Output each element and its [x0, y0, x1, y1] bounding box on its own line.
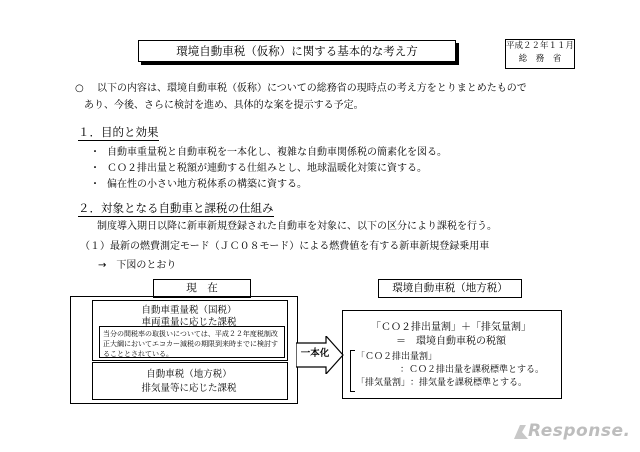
auto-tax-basis: 排気量等に応じた課税: [141, 383, 237, 394]
intro-line-1: 以下の内容は、環境自動車税（仮称）についての総務省の現時点の考え方をとりまとめたもので: [97, 83, 527, 94]
bracket-left: [350, 350, 355, 392]
response-logo: [512, 421, 630, 443]
section-2-body: 制度導入期日以降に新車新規登録された自動車を対象に、以下の区分により課税を行う。: [97, 221, 497, 232]
disp-def-text: ：排気量を課税標準とする。: [410, 378, 528, 388]
section-1-item: ＣＯ２排出量と税額が連動する仕組みとし、地球温暖化対策に資する。: [107, 163, 427, 174]
date-stamp: [505, 39, 575, 69]
bullet-dot: ・: [90, 179, 100, 190]
bullet-dot: ・: [90, 147, 100, 158]
see-diagram-note: → 下図のとおり: [98, 260, 177, 271]
date-line: 平成２２年１１月: [506, 41, 575, 51]
co2-def-name: 「ＣＯ２排出量割」: [356, 352, 438, 362]
section-1-item: 偏在性の小さい地方税体系の構築に資する。: [107, 179, 307, 190]
env-tax-formula-result: ＝ 環境自動車税の税額: [396, 336, 506, 347]
logo-text: Response.: [528, 421, 631, 441]
unify-label: 一本化: [300, 348, 330, 359]
section-2-heading: ２．対象となる自動車と課税の仕組み: [78, 201, 274, 215]
env-tax-formula: 「ＣＯ２排出量割」＋「排気量割」: [371, 322, 531, 333]
ministry-line: 総 務 省: [518, 54, 562, 64]
auto-tax-label: 自動車税（地方税）: [146, 369, 232, 380]
section-1-item: 自動車重量税と自動車税を一本化し、複雑な自動車関係税の簡素化を図る。: [107, 147, 447, 158]
current-label: 現 在: [153, 279, 251, 298]
section-2-item-1: （１）最新の燃費測定モード（ＪＣ０８モード）による燃費値を有する新車新規登録乗用車: [80, 241, 490, 252]
interim-rate-note: 当分の間税率の取扱いについては、平成２２年度税制改正大綱においてエコカー減税の期限到来時までに検討することとされている。: [99, 326, 285, 358]
section-1-heading: １．目的と効果: [78, 125, 159, 139]
co2-def-text: ：ＣＯ２排出量を課税標準とする。: [400, 365, 545, 375]
weight-tax-basis: 車両重量に応じた課税: [141, 317, 237, 328]
disp-def-name: 「排気量割」: [356, 378, 411, 388]
document-title: 環境自動車税（仮称）に関する基本的な考え方: [138, 40, 456, 62]
weight-tax-label: 自動車重量税（国税）: [141, 305, 237, 316]
bullet-dot: ・: [90, 163, 100, 174]
intro-bullet: ○: [75, 83, 84, 94]
env-tax-label: 環境自動車税（地方税）: [378, 279, 522, 298]
intro-line-2: あり、今後、さらに検討を進め、具体的な案を提示する予定。: [84, 100, 364, 111]
